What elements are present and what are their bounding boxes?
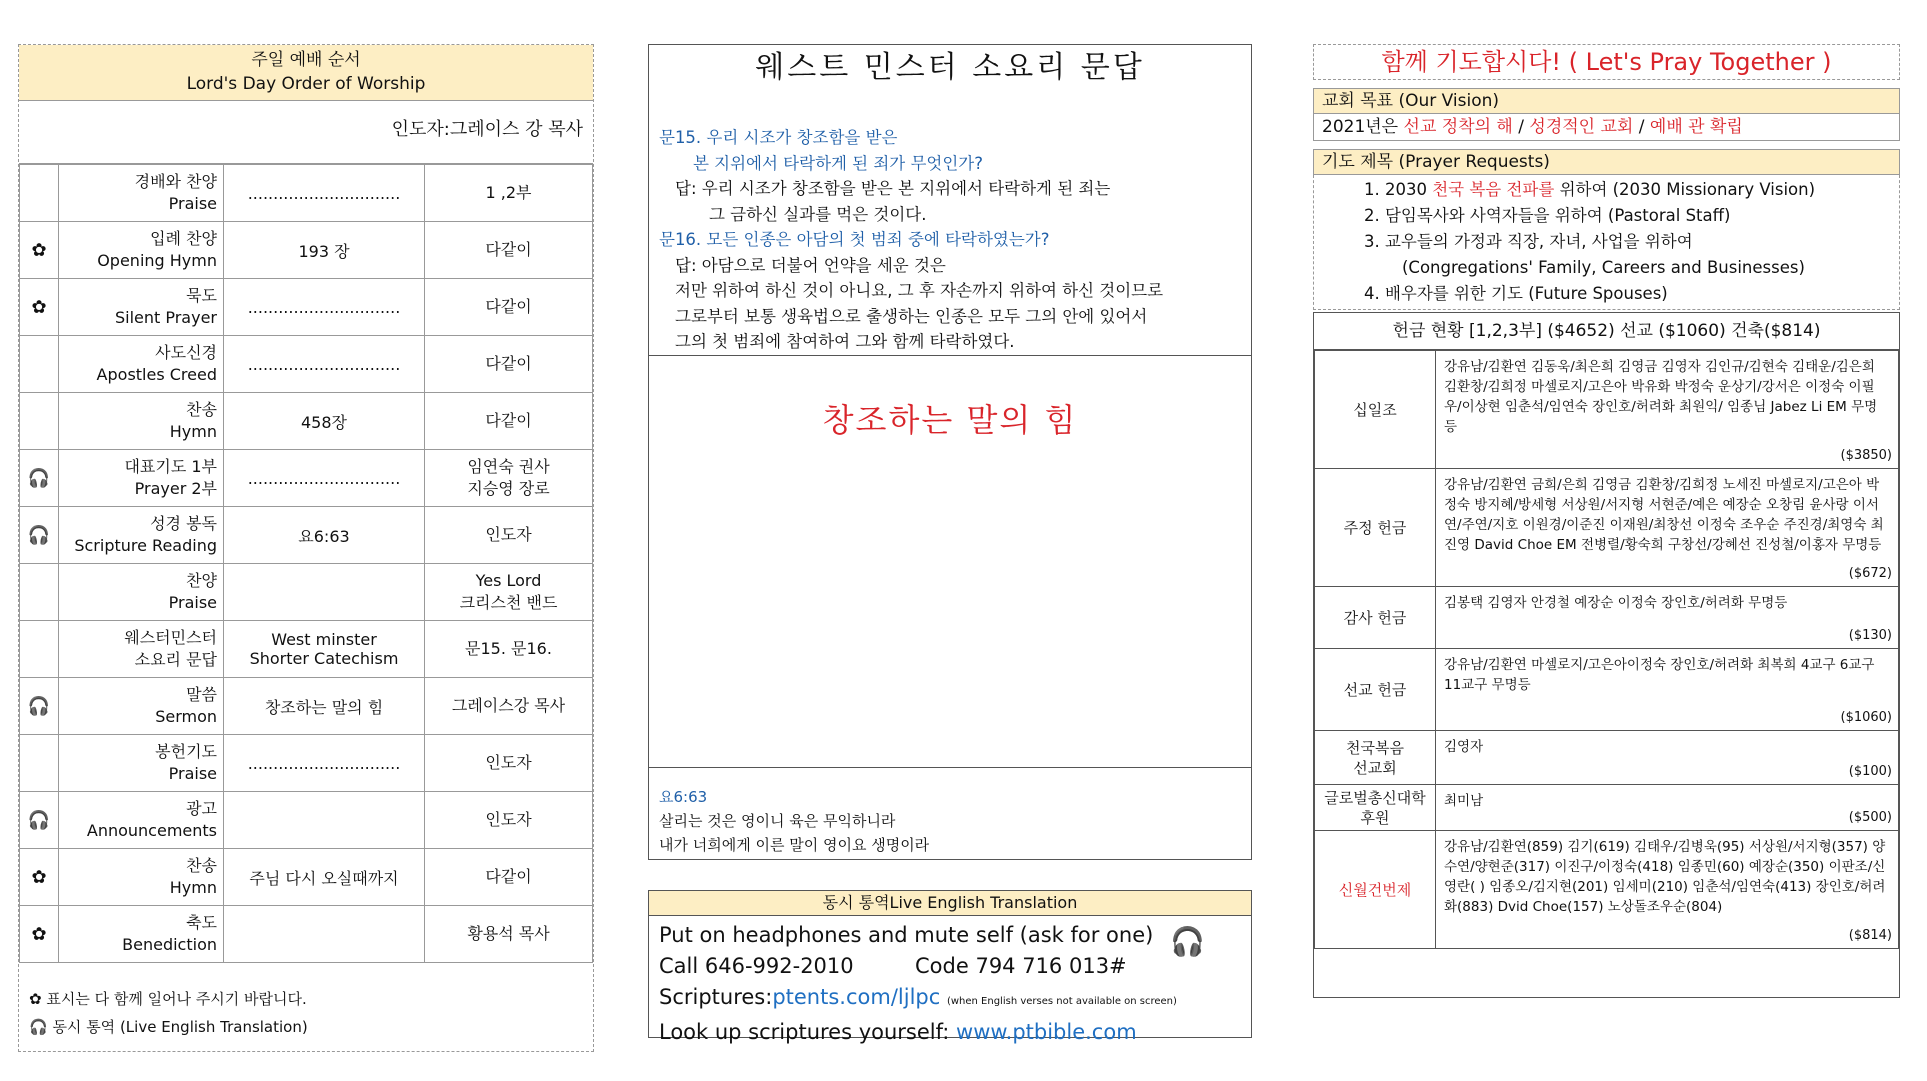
requests-header: 기도 제목 (Prayer Requests) [1313,149,1900,175]
row-name-ko: 입례 찬양 [150,229,217,248]
offering-header: 헌금 현황 [1,2,3부] ($4652) 선교 ($1060) 건축($814) [1314,313,1899,350]
row-leader: 다같이 [425,222,593,279]
row-leader: 인도자 [425,792,593,849]
verse-line-2: 내가 너희에게 이른 말이 영이요 생명이라 [659,836,930,854]
worship-row [20,165,593,222]
row-name [59,336,224,393]
row-name-ko: 축도 [186,913,217,932]
row-name-en: Scripture Reading [74,536,217,555]
row-icon: ✿ [20,849,59,906]
offering-amount: ($672) [1848,566,1892,581]
row-name [59,564,224,621]
row-detail: 458장 [224,393,425,450]
row-leader: 그레이스강 목사 [425,678,593,735]
catechism-panel [648,44,1252,860]
row-name-en: Praise [168,764,217,783]
scriptures-line [659,982,1241,1017]
row-icon: ✿ [20,279,59,336]
row-name-ko: 말씀 [186,685,217,704]
row-name-en: Praise [168,593,217,612]
headphones-instruction: Put on headphones and mute self (ask for one) [659,923,1154,947]
row-detail: .............................. [224,165,425,222]
row-leader: 1 ,2부 [425,165,593,222]
offering-table [1313,312,1900,998]
worship-header [19,45,593,101]
offering-names [1436,351,1899,469]
row-detail: 창조하는 말의 힘 [224,678,425,735]
request-4: 4. 배우자를 위한 기도 (Future Spouses) [1364,284,1668,303]
row-icon [20,393,59,450]
scriptures-note: (when English verses not available on screen) [946,996,1177,1007]
vision-item: 예배 관 확립 [1649,117,1743,137]
row-leader: 문15. 문16. [425,621,593,678]
vision-item: 선교 정착의 해 [1403,117,1513,137]
verse-block [659,785,929,857]
translation-body [649,916,1251,1052]
row-name [59,222,224,279]
row-name [59,393,224,450]
answer-15-cont: 그 금하신 실과를 먹은 것이다. [709,204,927,224]
row-detail: .............................. [224,279,425,336]
question-16: 문16. 모든 인종은 아담의 첫 범죄 중에 타락하였는가? [659,230,1050,249]
offering-label: 십일조 [1315,351,1436,469]
row-detail [224,792,425,849]
offering-row [1315,785,1899,831]
worship-row [20,222,593,279]
catechism-qa [659,125,1245,355]
scriptures-link[interactable]: ptents.com/ljlpc [772,985,941,1009]
row-name-en: Apostles Creed [96,365,217,384]
request-2: 2. 담임목사와 사역자들을 위하여 (Pastoral Staff) [1364,206,1731,225]
row-leader: 다같이 [425,393,593,450]
offering-label: 주정 헌금 [1315,469,1436,587]
row-name-en: 소요리 문답 [134,650,217,669]
row-name-ko: 경배와 찬양 [134,172,217,191]
row-icon [20,735,59,792]
translation-box [648,890,1252,1044]
lookup-label: Look up scriptures yourself: [659,1020,950,1044]
call-number: Call 646-992-2010 [659,954,854,978]
offering-names [1436,785,1899,831]
offering-amount: ($130) [1848,628,1892,643]
answer-15: 답: 우리 시조가 창조함을 받은 본 지위에서 타락하게 된 죄는 [675,179,1111,198]
row-name-en: Praise [168,194,217,213]
row-name [59,849,224,906]
offering-names [1436,731,1899,785]
row-detail: .............................. [224,735,425,792]
offering-label: 감사 헌금 [1315,587,1436,649]
row-icon [20,564,59,621]
question-15: 문15. 우리 시조가 창조함을 받은 [659,128,898,147]
row-leader: 황용석 목사 [425,906,593,963]
row-detail [224,564,425,621]
row-name-ko: 묵도 [186,286,217,305]
row-icon: 🎧 [20,507,59,564]
donor-list: 강유남/김환연 마셀로지/고은아이정숙 장인호/허려화 최복희 4교구 6교구 11교구 무명등 [1444,657,1875,693]
row-name [59,906,224,963]
offering-row [1315,831,1899,949]
call-code: Code 794 716 013# [915,954,1127,978]
row-name-ko: 찬양 [186,571,217,590]
row-name-ko: 사도신경 [155,343,217,362]
verse-ref: 요6:63 [659,788,708,806]
question-15-cont: 본 지위에서 타락하게 된 죄가 무엇인가? [693,153,984,173]
call-info [659,951,1241,982]
worship-row [20,792,593,849]
prayer-requests [1313,175,1900,310]
vision-item: 성경적인 교회 [1529,117,1634,137]
donor-list: 강유남/김환연 김동욱/최은희 김영금 김영자 김인규/김현숙 김태운/김은희 김환창/김희정 마셀로지/고은아 박유화 박정숙 운상기/강서은 이정숙 이필우/이상현 임춘석/임연숙 장인호/허려화 최원익/ 임종님 Jabez Li EM 무명등 [1444,359,1878,435]
vision-year: 2021년은 [1322,117,1399,137]
worship-row [20,393,593,450]
worship-row [20,336,593,393]
offering-amount: ($814) [1848,928,1892,943]
offering-amount: ($1060) [1840,710,1892,725]
row-icon: ✿ [20,222,59,279]
row-leader: 인도자 [425,507,593,564]
row-detail [224,906,425,963]
row-leader: 임연숙 권사 지승영 장로 [425,450,593,507]
worship-row [20,564,593,621]
row-icon: 🎧 [20,678,59,735]
divider [649,355,1251,356]
row-name [59,279,224,336]
offering-amount: ($500) [1848,810,1892,825]
worship-title-ko: 주일 예배 순서 [251,50,361,70]
row-detail: 주님 다시 오실때까지 [224,849,425,906]
row-name-ko: 대표기도 1부 [124,457,217,476]
worship-row [20,450,593,507]
worship-title-en: Lord's Day Order of Worship [186,74,426,94]
offering-row [1315,469,1899,587]
row-icon: 🎧 [20,792,59,849]
row-leader: 다같이 [425,279,593,336]
row-detail: West minster Shorter Catechism [224,621,425,678]
translation-header: 동시 통역Live English Translation [649,891,1251,916]
row-detail: 193 장 [224,222,425,279]
prayer-panel [1313,44,1900,306]
row-detail: 요6:63 [224,507,425,564]
row-name [59,678,224,735]
row-name-en: Announcements [86,821,217,840]
row-name [59,165,224,222]
offering-rows [1314,350,1899,949]
row-name-ko: 찬송 [186,856,217,875]
offering-names [1436,469,1899,587]
row-name-ko: 웨스터민스터 [124,628,217,647]
catechism-title: 웨스트 민스터 소요리 문답 [755,50,1145,85]
offering-amount: ($100) [1848,764,1892,779]
answer-16-line4: 그의 첫 범죄에 참여하여 그와 함께 타락하였다. [675,332,1015,351]
offering-label: 선교 헌금 [1315,649,1436,731]
offering-label: 글로벌총신대학 후원 [1315,785,1436,831]
translation-note: 🎧 동시 통역 (Live English Translation) [29,1018,308,1036]
row-leader: 다같이 [425,849,593,906]
offering-label: 천국복음 선교회 [1315,731,1436,785]
donor-list: 김봉택 김영자 안경철 예장순 이정숙 장인호/허려화 무명등 [1444,595,1788,611]
row-name [59,621,224,678]
offering-names [1436,831,1899,949]
donor-list: 김영자 [1444,739,1484,755]
row-detail: .............................. [224,450,425,507]
request-text: 1. 2030 [1364,180,1427,199]
verse-line-1: 살리는 것은 영이니 육은 무익하니라 [659,812,896,830]
offering-amount: ($3850) [1840,448,1892,463]
vision-header: 교회 목표 (Our Vision) [1313,88,1900,114]
offering-names [1436,649,1899,731]
row-icon [20,165,59,222]
row-name-en: Hymn [169,422,217,441]
row-detail: .............................. [224,336,425,393]
worship-row [20,678,593,735]
donor-list: 최미남 [1444,793,1484,809]
offering-names [1436,587,1899,649]
row-name-en: Hymn [169,878,217,897]
worship-row [20,507,593,564]
row-icon [20,336,59,393]
worship-row [20,906,593,963]
donor-list: 강유남/김환연 금희/은희 김영금 김환창/김희정 노세진 마셀로지/고은아 박정숙 방지혜/방세형 서상원/서지형 서현준/예은 예장순 오창림 윤사랑 이서연/주연/지호 이원경/이준진 이재원/최창선 이정숙 조우순 주진경/최영숙 최진영 David Choe EM 전병렬/황숙희 구창선/강혜선 진성철/이홍자 무명등 [1444,477,1884,553]
request-3: 3. 교우들의 가정과 직장, 자녀, 사업을 위하여 [1364,232,1693,251]
order-of-worship [18,44,594,1052]
worship-row [20,735,593,792]
request-3-en: (Congregations' Family, Careers and Businesses) [1402,258,1805,277]
scriptures-label: Scriptures: [659,985,773,1009]
prayer-title: 함께 기도합시다! ( Let's Pray Together ) [1313,44,1900,80]
row-name-ko: 성경 봉독 [150,514,217,533]
headphones-icon: 🎧 [1170,925,1205,958]
worship-table [19,164,593,963]
offering-label: 신월건번제 [1315,831,1436,949]
worship-row [20,849,593,906]
row-name-en: Sermon [155,707,217,726]
vision-line: 2021년은 선교 정착의 해 / 성경적인 교회 / 예배 관 확립 [1313,114,1900,141]
row-icon [20,621,59,678]
sermon-title: 창조하는 말의 힘 [822,401,1078,439]
lookup-line [659,1017,1241,1048]
row-name [59,735,224,792]
row-name-en: Opening Hymn [97,251,217,270]
request-text: 위하여 (2030 Missionary Vision) [1559,180,1816,199]
row-name-en: Prayer 2부 [134,479,217,498]
row-name-en: Silent Prayer [114,308,217,327]
row-leader: 다같이 [425,336,593,393]
request-1 [1364,177,1899,203]
donor-list: 강유남/김환연(859) 김기(619) 김태우/김병욱(95) 서상원/서지형(357) 양수연/양현준(317) 이진구/이정숙(418) 임종민(60) 예장순(350) 이판조/신영란( ) 임종오/김지현(201) 임세미(210) 임춘석/임연숙(413) 장인호/허려화(883) Dvid Choe(157) 노상돌조우순(804) [1444,839,1886,915]
answer-16: 답: 아담으로 더불어 언약을 세운 것은 [675,255,946,275]
row-name [59,507,224,564]
row-name-ko: 봉헌기도 [155,742,217,761]
divider [649,767,1251,768]
worship-row [20,279,593,336]
request-highlight: 천국 복음 전파를 [1432,180,1555,199]
answer-16-line3: 그로부터 보통 생육법으로 출생하는 인종은 모두 그의 안에 있어서 [675,306,1148,326]
worship-leader: 인도자:그레이스 강 목사 [19,101,593,164]
row-name-en: Benediction [122,935,217,954]
row-leader: Yes Lord 크리스천 밴드 [425,564,593,621]
row-name [59,792,224,849]
offering-row [1315,587,1899,649]
worship-footnote [29,985,308,1041]
answer-16-line2: 저만 위하여 하신 것이 아니요, 그 후 자손까지 위하여 하신 것이므로 [675,281,1164,300]
row-name [59,450,224,507]
stand-note: ✿ 표시는 다 함께 일어나 주시기 바랍니다. [29,990,307,1008]
offering-row [1315,351,1899,469]
row-icon: 🎧 [20,450,59,507]
worship-row [20,621,593,678]
offering-row [1315,731,1899,785]
row-icon: ✿ [20,906,59,963]
offering-row [1315,649,1899,731]
lookup-link[interactable]: www.ptbible.com [956,1020,1137,1044]
row-leader: 인도자 [425,735,593,792]
row-name-ko: 광고 [186,799,217,818]
row-name-ko: 찬송 [186,400,217,419]
